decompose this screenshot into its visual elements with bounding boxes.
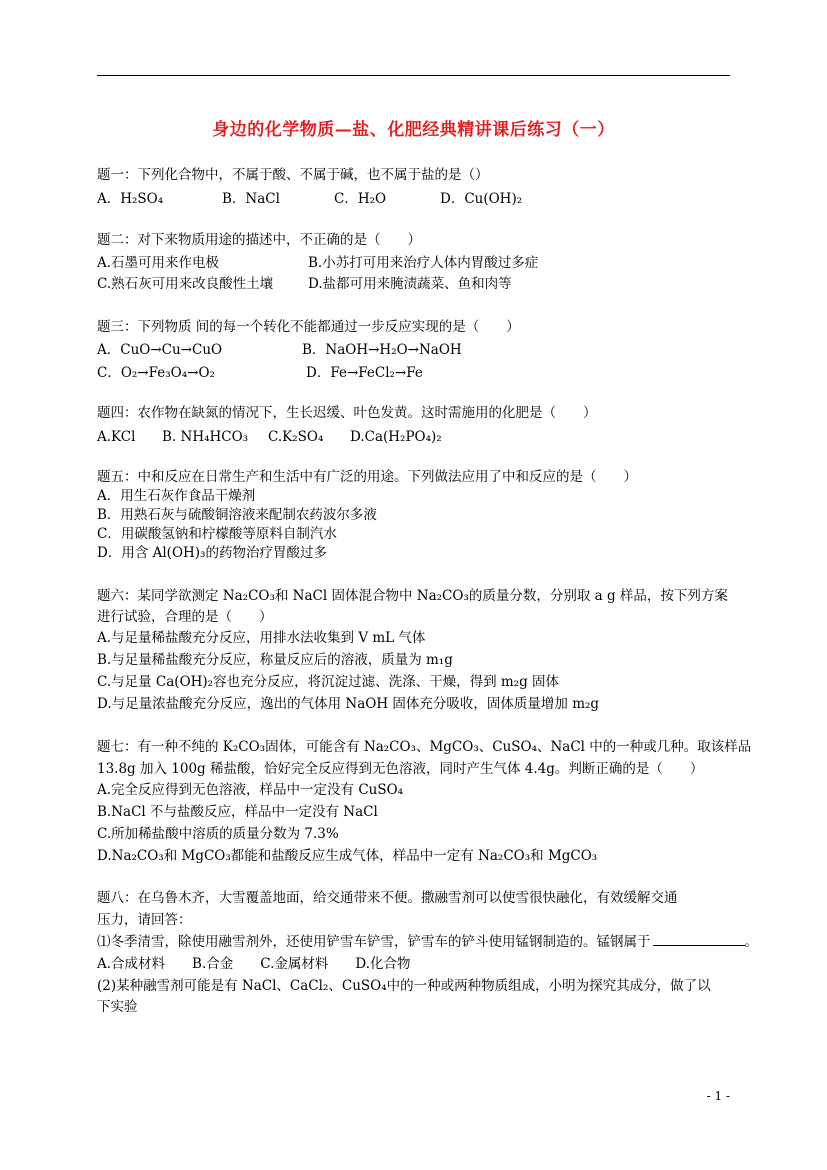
header-rule [97, 75, 730, 76]
question-4-option-d: D.Ca(H₂PO₄)₂ [350, 429, 442, 445]
question-3-option-c: C．O₂→Fe₃O₄→O₂ [97, 365, 215, 381]
question-8-stem-line-1: 题八：在乌鲁木齐，大雪覆盖地面，给交通带来不便。撒融雪剂可以使雪很快融化，有效缓解交通 [97, 890, 678, 906]
question-1-stem: 题一：下列化合物中，不属于酸、不属于碱，也不属于盐的是（） [97, 167, 489, 183]
question-8-part-1-text: ⑴冬季清雪，除使用融雪剂外，还使用铲雪车铲雪，铲雪车的铲斗使用锰钢制造的。锰钢属于 [97, 934, 651, 950]
question-6-stem-line-2: 进行试验，合理的是（ ） [97, 609, 273, 625]
question-2-option-a: A.石墨可用来作电极 [97, 255, 220, 271]
question-3-stem: 题三：下列物质 间的每一个转化不能都通过一步反应实现的是（ ） [97, 319, 520, 335]
question-8-part-1 [97, 933, 758, 951]
question-6-stem-line-1: 题六：某同学欲测定 Na₂CO₃和 NaCl 固体混合物中 Na₂CO₃的质量分数，分别取 a g 样品，按下列方案 [97, 588, 728, 604]
question-4-option-b: B. NH₄HCO₃ [162, 429, 249, 445]
answer-blank[interactable] [653, 933, 745, 946]
question-5-option-d: D．用含 Al(OH)₃的药物治疗胃酸过多 [97, 545, 327, 561]
question-6-option-d: D.与足量浓盐酸充分反应，逸出的气体用 NaOH 固体充分吸收，固体质量增加 m₂g [97, 696, 600, 712]
question-7-option-c: C.所加稀盐酸中溶质的质量分数为 7.3% [97, 826, 339, 842]
question-3-option-d: D．Fe→FeCl₂→Fe [306, 365, 423, 381]
question-8-part-2-line-1: (2)某种融雪剂可能是有 NaCl、CaCl₂、CuSO₄中的一种或两种物质组成，小明为探究其成分，做了以 [97, 978, 711, 994]
question-4-option-c: C.K₂SO₄ [268, 429, 324, 445]
question-7-option-d: D.Na₂CO₃和 MgCO₃都能和盐酸反应生成气体，样品中一定有 Na₂CO₃和 MgCO₃ [97, 848, 598, 864]
question-3-option-b: B．NaOH→H₂O→NaOH [302, 342, 462, 358]
question-6-option-a: A.与足量稀盐酸充分反应，用排水法收集到 V mL 气体 [97, 630, 426, 646]
question-7-option-a: A.完全反应得到无色溶液，样品中一定没有 CuSO₄ [97, 782, 404, 798]
page-number: - 1 - [706, 1089, 730, 1103]
question-5-option-a: A．用生石灰作食品干燥剂 [97, 488, 256, 504]
question-8-part-1-end: 。 [744, 934, 758, 950]
question-2-option-d: D.盐都可用来腌渍蔬菜、鱼和肉等 [308, 276, 512, 292]
question-2-stem: 题二：对下来物质用途的描述中，不正确的是（ ） [97, 232, 421, 248]
question-7-stem-line-2: 13.8g 加入 100g 稀盐酸，恰好完全反应得到无色溶液，同时产生气体 4.4g。判断正确的是（ ） [97, 761, 704, 777]
question-1-option-b: B．NaCl [222, 191, 280, 207]
question-6-option-c: C.与足量 Ca(OH)₂容也充分反应，将沉淀过滤、洗涤、干燥，得到 m₂g 固体 [97, 674, 560, 690]
question-1-option-c: C．H₂O [334, 191, 387, 207]
question-1-option-d: D．Cu(OH)₂ [440, 191, 523, 207]
question-7-option-b: B.NaCl 不与盐酸反应，样品中一定没有 NaCl [97, 804, 378, 820]
question-6-option-b: B.与足量稀盐酸充分反应，称量反应后的溶液，质量为 m₁g [97, 652, 453, 668]
question-8-part-2-line-2: 下实验 [97, 999, 138, 1015]
question-1-option-a: A．H₂SO₄ [97, 191, 164, 207]
question-3-option-a: A．CuO→Cu→CuO [97, 342, 223, 358]
question-2-option-c: C.熟石灰可用来改良酸性土壤 [97, 276, 274, 292]
question-8-stem-line-2: 压力，请回答： [97, 912, 192, 928]
question-5-option-b: B．用熟石灰与硫酸铜溶液来配制农药波尔多液 [97, 507, 377, 523]
question-5-option-c: C．用碳酸氢钠和柠檬酸等原料自制汽水 [97, 526, 337, 542]
question-5-stem: 题五：中和反应在日常生产和生活中有广泛的用途。下列做法应用了中和反应的是（ ） [97, 469, 637, 485]
page-title: 身边的化学物质—盐、化肥经典精讲课后练习（一） [212, 120, 615, 140]
question-4-stem: 题四：农作物在缺氮的情况下，生长迟缓、叶色发黄。这时需施用的化肥是（ ） [97, 405, 597, 421]
question-7-stem-line-1: 题七：有一种不纯的 K₂CO₃固体，可能含有 Na₂CO₃、MgCO₃、CuSO₄、NaCl 中的一种或几种。取该样品 [97, 739, 752, 755]
question-8-part-1-options: A.合成材料 B.合金 C.金属材料 D.化合物 [97, 956, 411, 972]
question-4-option-a: A.KCl [97, 429, 136, 445]
question-2-option-b: B.小苏打可用来治疗人体内胃酸过多症 [308, 255, 539, 271]
